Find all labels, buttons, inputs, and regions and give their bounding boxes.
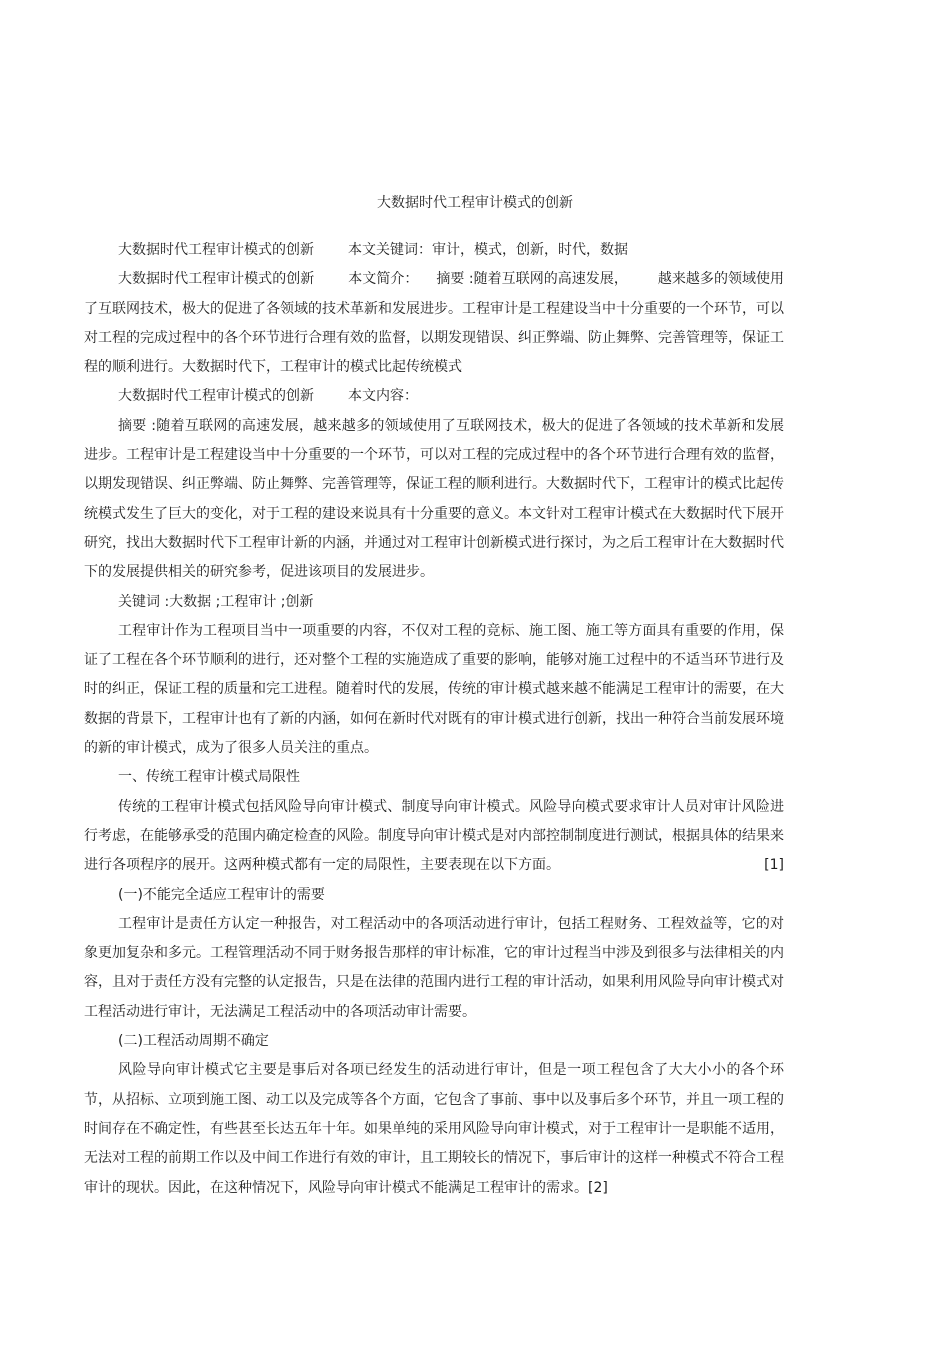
body-paragraph: 风险导向审计模式它主要是事后对各项已经发生的活动进行审计，但是一项工程包含了大大小小的各个环节，从招标、立项到施工图、动工以及完成等各个方面，它包含了事前、事中以及事后多个环节，并且一项工程的时间存在不确定性，有些甚至长达五年十年。如果单纯的采用风险导向审计模式，对于工程审计一是职能不适用，无法对工程的前期工作以及中间工作进行有效的审计，且工期较长的情况下，事后审计的这样一种模式不符合工程审计的现状。因此，在这种情况下，风险导向审计模式不能满足工程审计的需求。[2] xyxy=(84,1062,784,1196)
keywords-line: 关键词 :大数据 ;工程审计 ;创新 xyxy=(118,593,314,610)
body-paragraph: 传统的工程审计模式包括风险导向审计模式、制度导向审计模式。风险导向模式要求审计人员对审计风险进行考虑，在能够承受的范围内确定检查的风险。制度导向审计模式是对内部控制制度进行测试，根据具体的结果来进行各项程序的展开。这两种模式都有一定的局限性，主要表现在以下方面。 [1] xyxy=(84,793,784,881)
intro-meta-paragraph xyxy=(84,265,784,382)
subsection-heading: (二)工程活动周期不确定 xyxy=(118,1033,269,1050)
document-title: 大数据时代工程审计模式的创新 xyxy=(377,195,573,211)
meta-intro-text: 越来越多的领域使用了互联网技术，极大的促进了各领域的技术革新和发展进步。工程审计是工程建设当中十分重要的一个环节，可以对工程的完成过程中的各个环节进行合理有效的监督，以期发现错误、纠正弊端、防止舞弊、完善管理等，保证工程的顺利进行。大数据时代下，工程审计的模式比起传统模式 xyxy=(84,271,785,376)
meta-intro-label: 本文简介： xyxy=(348,271,419,288)
meta-intro-lead: 摘要 :随着互联网的高速发展， xyxy=(436,271,628,288)
abstract-paragraph: 摘要 :随着互联网的高速发展，越来越多的领域使用了互联网技术，极大的促进了各领域的技术革新和发展进步。工程审计是工程建设当中十分重要的一个环节，可以对工程的完成过程中的各个环节进行合理有效的监督，以期发现错误、纠正弊端、防止舞弊、完善管理等，保证工程的顺利进行。大数据时代下，工程审计的模式比起传统模式发生了巨大的变化，对于工程的建设来说具有十分重要的意义。本文针对工程审计模式在大数据时代下展开研究，找出大数据时代下工程审计新的内涵，并通过对工程审计创新模式进行探讨，为之后工程审计在大数据时代下的发展提供相关的研究参考，促进该项目的发展进步。 xyxy=(84,417,784,581)
body-paragraph: 工程审计是责任方认定一种报告，对工程活动中的各项活动进行审计，包括工程财务、工程效益等，它的对象更加复杂和多元。工程管理活动不同于财务报告那样的审计标准，它的审计过程当中涉及到很多与法律相关的内容，且对于责任方没有完整的认定报告，只是在法律的范围内进行工程的审计活动，如果利用风险导向审计模式对工程活动进行审计，无法满足工程活动中的各项活动审计需要。 xyxy=(84,915,784,1020)
meta-prefix: 大数据时代工程审计模式的创新 xyxy=(118,271,315,288)
meta-keywords: 本文关键词：审计，模式，创新，时代，数据 xyxy=(348,242,628,258)
citation: [2] xyxy=(588,1179,608,1196)
document-body xyxy=(84,236,784,1203)
content-meta-line xyxy=(84,382,784,411)
meta-prefix: 大数据时代工程审计模式的创新 xyxy=(118,242,314,258)
body-paragraph: 工程审计作为工程项目当中一项重要的内容，不仅对工程的竞标、施工图、施工等方面具有重要的作用，保证了工程在各个环节顺利的进行，还对整个工程的实施造成了重要的影响，能够对施工过程中的不适当环节进行及时的纠正，保证工程的质量和完工进程。随着时代的发展，传统的审计模式越来越不能满足工程审计的需要，在大数据的背景下，工程审计也有了新的内涵，如何在新时代对既有的审计模式进行创新，找出一种符合当前发展环境的新的审计模式，成为了很多人员关注的重点。 xyxy=(84,622,784,757)
citation: [1] xyxy=(764,857,784,874)
meta-prefix: 大数据时代工程审计模式的创新 xyxy=(118,388,314,405)
meta-content-label: 本文内容： xyxy=(348,388,418,405)
section-heading: 一、传统工程审计模式局限性 xyxy=(118,769,300,786)
subsection-heading: (一)不能完全适应工程审计的需要 xyxy=(118,886,325,903)
keywords-meta-line xyxy=(84,236,784,265)
